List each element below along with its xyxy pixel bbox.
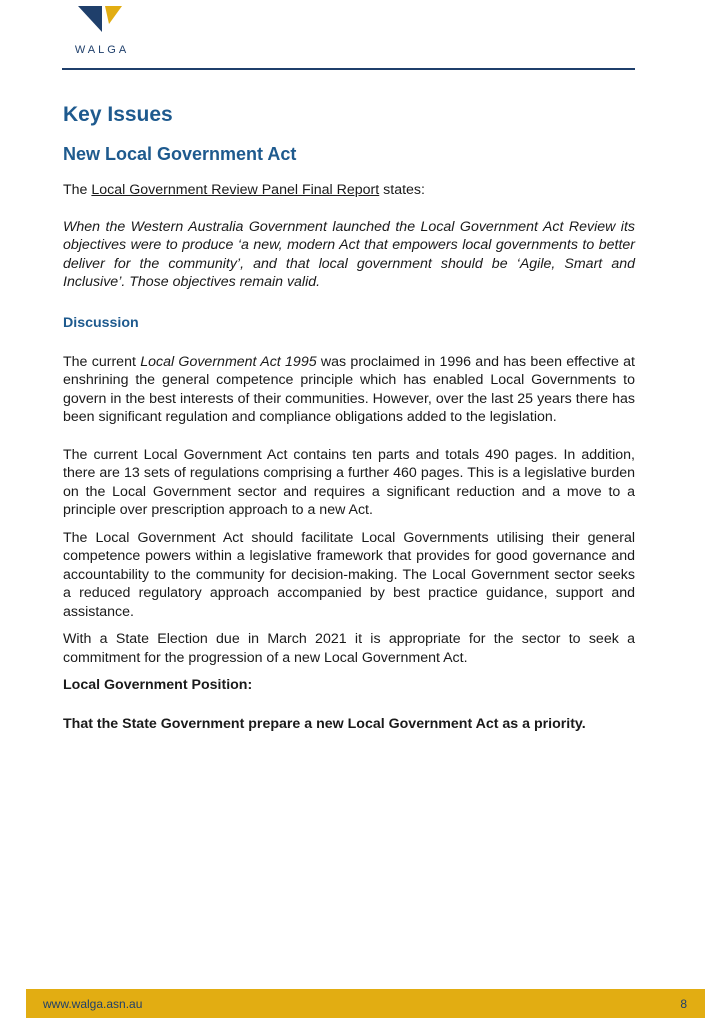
page-number: 8: [680, 997, 687, 1011]
header-divider: [62, 68, 635, 70]
footer-bar: [26, 989, 705, 1018]
intro-text-before: The: [63, 182, 92, 198]
page-title: Key Issues: [63, 103, 173, 126]
act-title-italic: Local Government Act 1995: [140, 353, 317, 370]
walga-logo-mark-icon: [78, 6, 124, 36]
discussion-paragraph-1: [63, 353, 635, 427]
walga-logo: [66, 6, 136, 56]
intro-text-after: states:: [379, 182, 425, 198]
para1-text-after: was proclaimed in 1996 and has been effective at enshrining the general competence principle which has enabled Local Governments to govern in the best interests of their communities. However, over the last 25 years there has been significant regulation and compliance obligations added to the legislation.: [63, 353, 635, 425]
discussion-paragraph-2: The current Local Government Act contains ten parts and totals 490 pages. In addition, there are 13 sets of regulations comprising a further 460 pages. This is a legislative burden on the Local Government sector and requires a significant reduction and a move to a principle over prescription approach to a new Act.: [63, 446, 635, 518]
position-label: Local Government Position:: [63, 677, 253, 693]
quote-paragraph: When the Western Australia Government launched the Local Government Act Review its objectives were to produce ‘a new, modern Act that empowers local governments to better deliver for the community’, and that local government should be ‘Agile, Smart and Inclusive’. Those objectives remain valid.: [63, 218, 635, 290]
intro-paragraph: [63, 181, 635, 200]
report-link[interactable]: Local Government Review Panel Final Report: [91, 182, 380, 198]
position-statement: That the State Government prepare a new Local Government Act as a priority.: [63, 715, 586, 732]
discussion-heading: Discussion: [63, 314, 139, 331]
discussion-paragraph-4: With a State Election due in March 2021 it is appropriate for the sector to seek a commitment for the progression of a new Local Government Act.: [63, 631, 635, 666]
para1-text-before: The current: [63, 353, 141, 370]
main-content: [63, 102, 635, 733]
discussion-paragraph-3: The Local Government Act should facilitate Local Governments utilising their general competence powers within a legislative framework that provides for good governance and accountability to the community for decision-making. The Local Government sector seeks a reduced regulatory approach accompanied by best practice guidance, support and assistance.: [63, 529, 635, 620]
footer-url[interactable]: www.walga.asn.au: [43, 997, 143, 1011]
section-title: New Local Government Act: [63, 144, 297, 164]
logo-text: WALGA: [74, 44, 130, 56]
